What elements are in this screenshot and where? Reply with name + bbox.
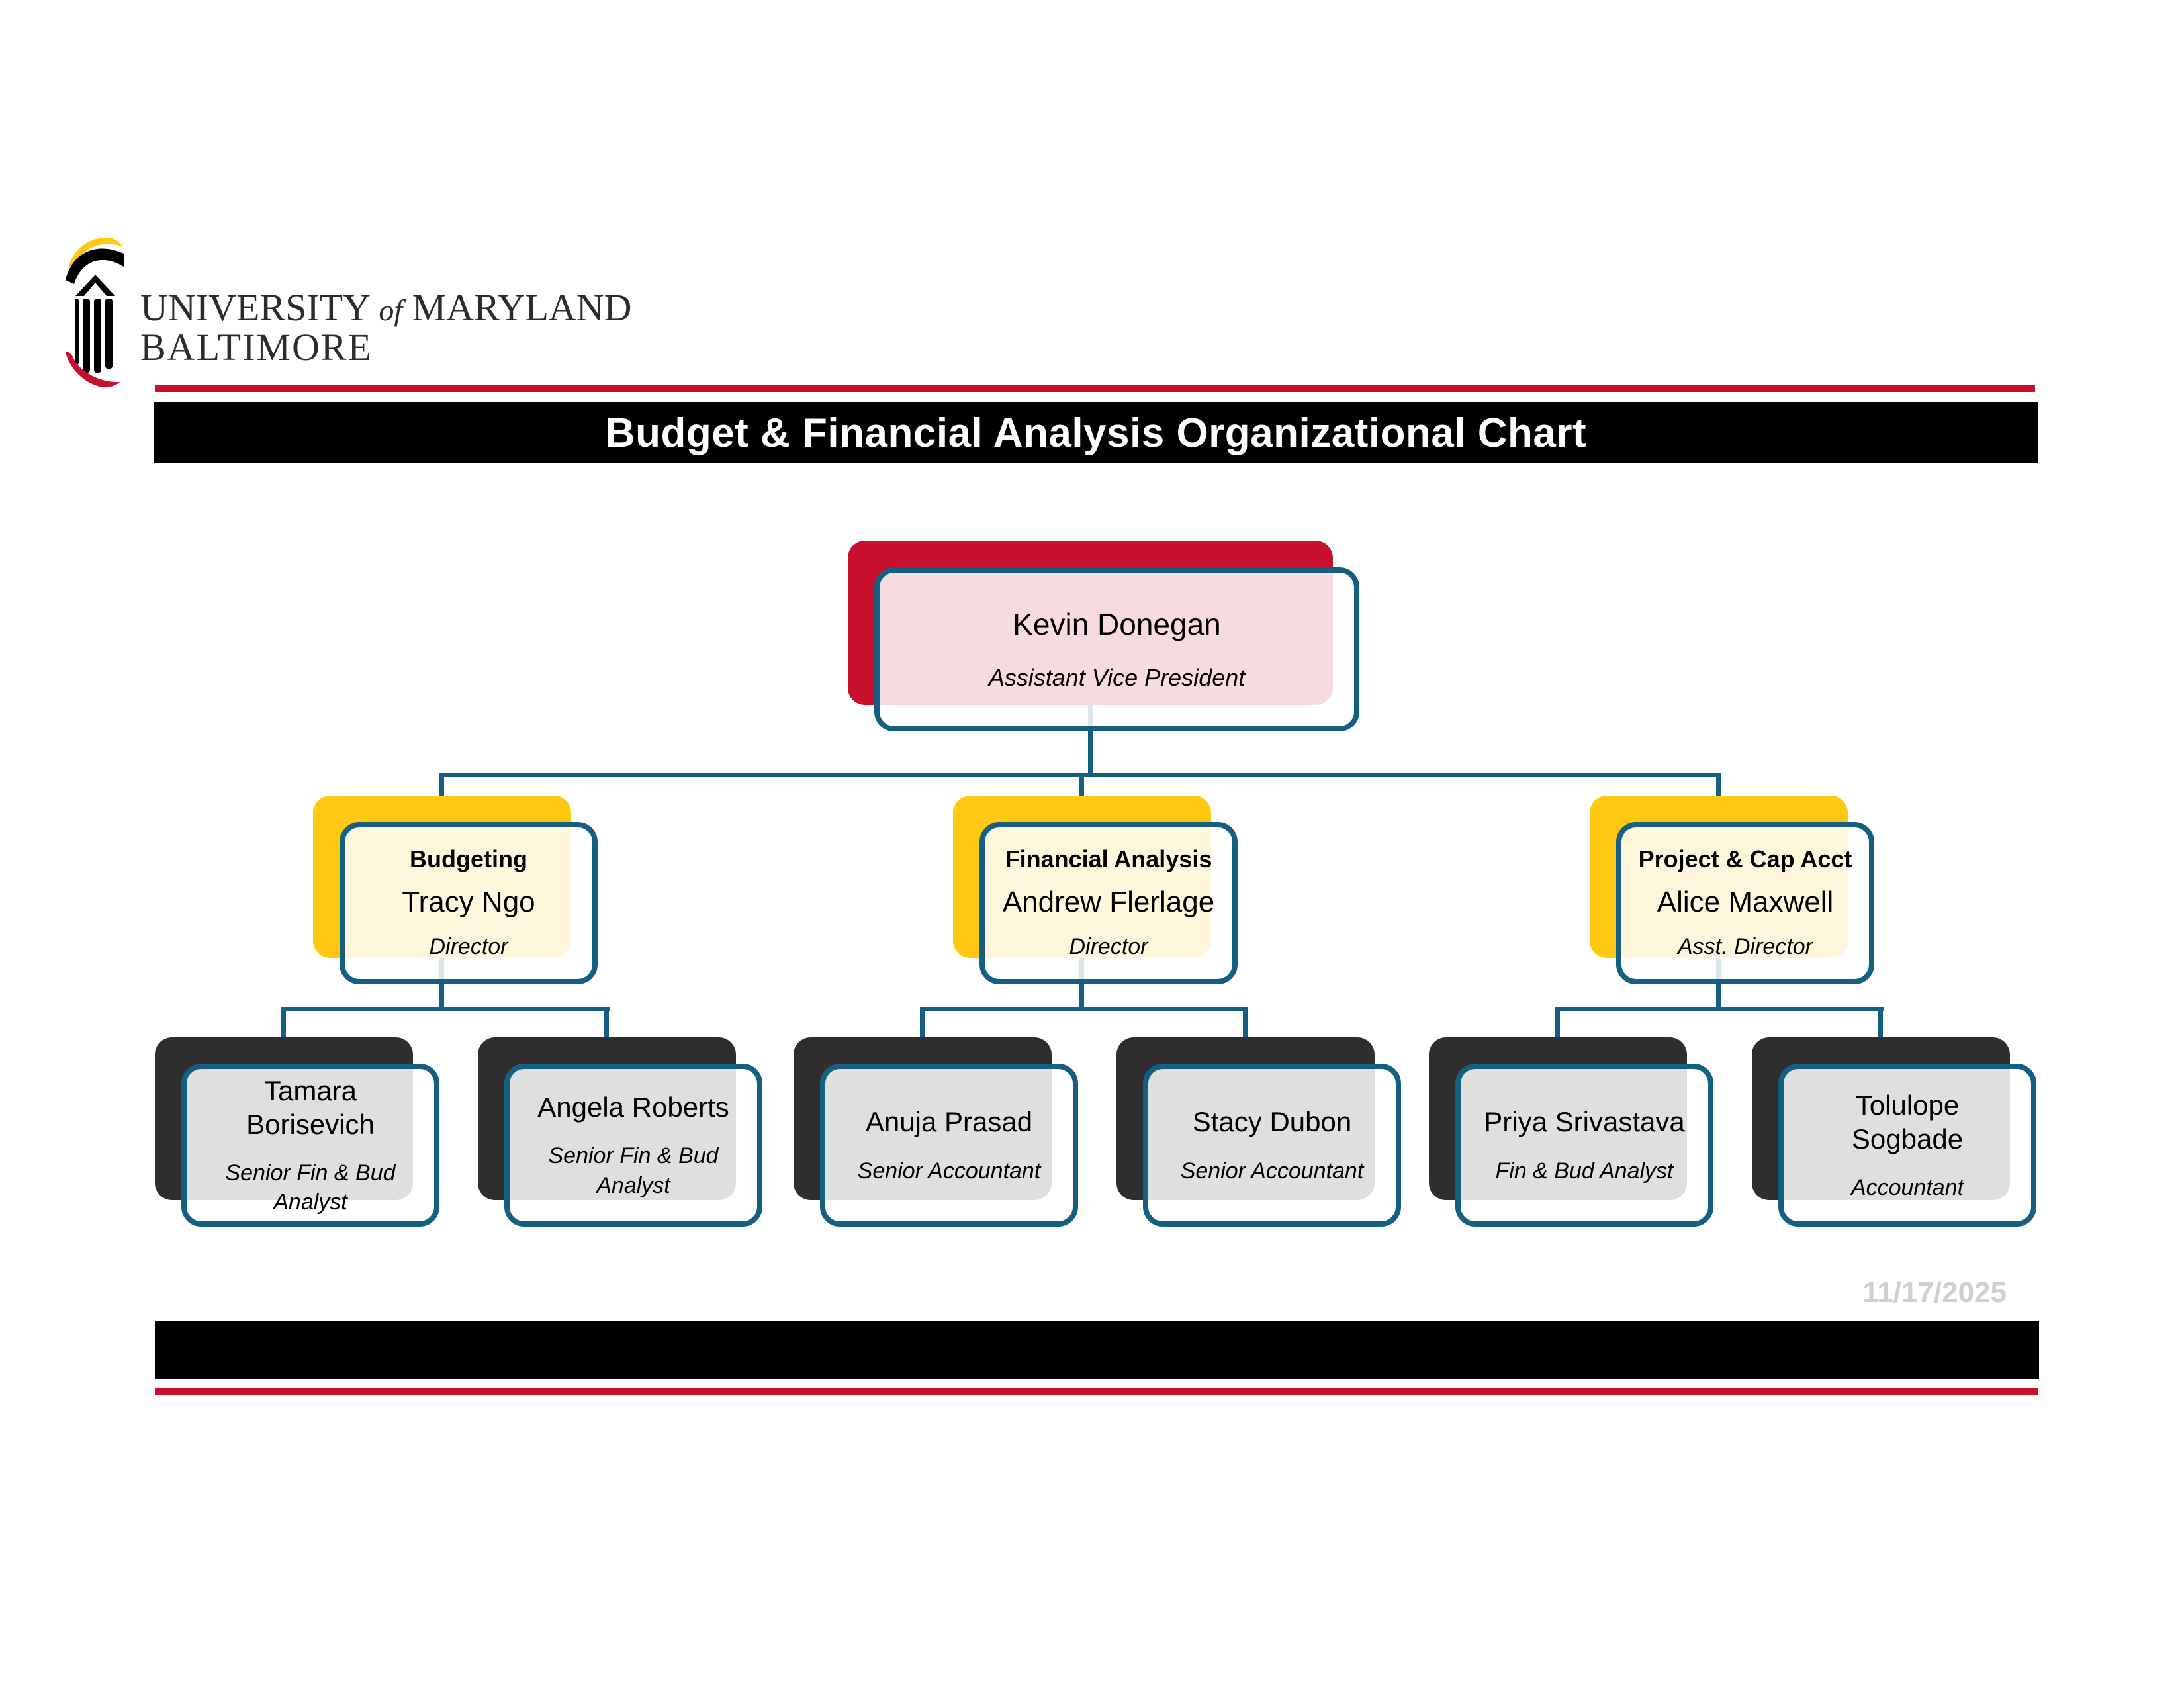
node-card-leaf-6 <box>1778 1064 2036 1227</box>
wordmark-of: of <box>379 293 403 327</box>
org-node-leaf-2 <box>478 1037 736 1200</box>
page-title: Budget & Financial Analysis Organizational Chart <box>605 410 1587 456</box>
person-name: Angela Roberts <box>537 1092 729 1123</box>
person-role: Senior Accountant <box>857 1158 1041 1184</box>
org-node-leaf-6 <box>1752 1037 2010 1200</box>
person-role: Assistant Vice President <box>988 663 1246 691</box>
node-card-leaf-1 <box>181 1064 439 1227</box>
org-node-financial-director <box>953 796 1215 959</box>
person-role: Fin & Bud Analyst <box>1495 1158 1674 1184</box>
node-card-budgeting <box>340 822 598 984</box>
title-bar <box>154 402 2038 463</box>
footer-black-bar <box>155 1321 2039 1379</box>
person-role: Accountant <box>1850 1175 1964 1201</box>
bottom-red-rule <box>155 1388 2038 1395</box>
org-node-leaf-4 <box>1116 1037 1375 1200</box>
person-role: Senior Fin & Bud Analyst <box>548 1143 719 1198</box>
node-card-leaf-5 <box>1455 1064 1713 1227</box>
connector-rail-budgeting <box>281 1007 610 1011</box>
node-card-leaf-2 <box>504 1064 762 1227</box>
person-role: Senior Accountant <box>1180 1158 1364 1184</box>
date-stamp: 11/17/2025 <box>1862 1276 2007 1309</box>
umb-logo-icon <box>64 236 128 389</box>
person-name: Kevin Donegan <box>1013 606 1221 641</box>
top-red-rule <box>155 385 2035 392</box>
wordmark-university: UNIVERSITY <box>140 286 369 329</box>
person-role: Director <box>1069 933 1148 959</box>
wordmark-baltimore: BALTIMORE <box>140 326 373 369</box>
org-node-budgeting-director <box>313 796 571 958</box>
dept-label: Financial Analysis <box>1005 845 1212 872</box>
org-node-leaf-1 <box>155 1037 413 1215</box>
org-node-leaf-3 <box>794 1037 1052 1200</box>
person-name: Andrew Flerlage <box>1002 886 1215 919</box>
person-role: Senior Fin & Bud Analyst <box>225 1160 396 1215</box>
node-card-leaf-3 <box>820 1064 1078 1227</box>
connector-rail-financial <box>920 1007 1248 1011</box>
dept-label: Budgeting <box>410 845 527 872</box>
person-role: Director <box>429 933 508 959</box>
person-name: Tracy Ngo <box>402 886 535 919</box>
umb-wordmark <box>140 286 632 369</box>
org-node-leaf-5 <box>1429 1037 1687 1200</box>
dept-label: Project & Cap Acct <box>1638 845 1852 872</box>
person-name: Anuja Prasad <box>865 1106 1033 1138</box>
person-role: Asst. Director <box>1677 933 1813 959</box>
org-node-avp <box>848 541 1333 705</box>
wordmark-maryland: MARYLAND <box>412 286 632 329</box>
connector-rail-project <box>1555 1007 1884 1011</box>
node-card-financial <box>979 822 1238 984</box>
node-card-project <box>1616 822 1874 984</box>
person-name: Tolulope Sogbade <box>1851 1089 1964 1154</box>
person-name: Priya Srivastava <box>1484 1106 1685 1138</box>
wordmark-line1 <box>140 286 632 329</box>
person-name: Alice Maxwell <box>1657 886 1834 919</box>
person-name: Tamara Borisevich <box>246 1074 375 1140</box>
org-node-project-director <box>1590 796 1852 959</box>
node-card-avp <box>874 567 1359 731</box>
person-name: Stacy Dubon <box>1192 1106 1352 1138</box>
node-card-leaf-4 <box>1143 1064 1401 1227</box>
